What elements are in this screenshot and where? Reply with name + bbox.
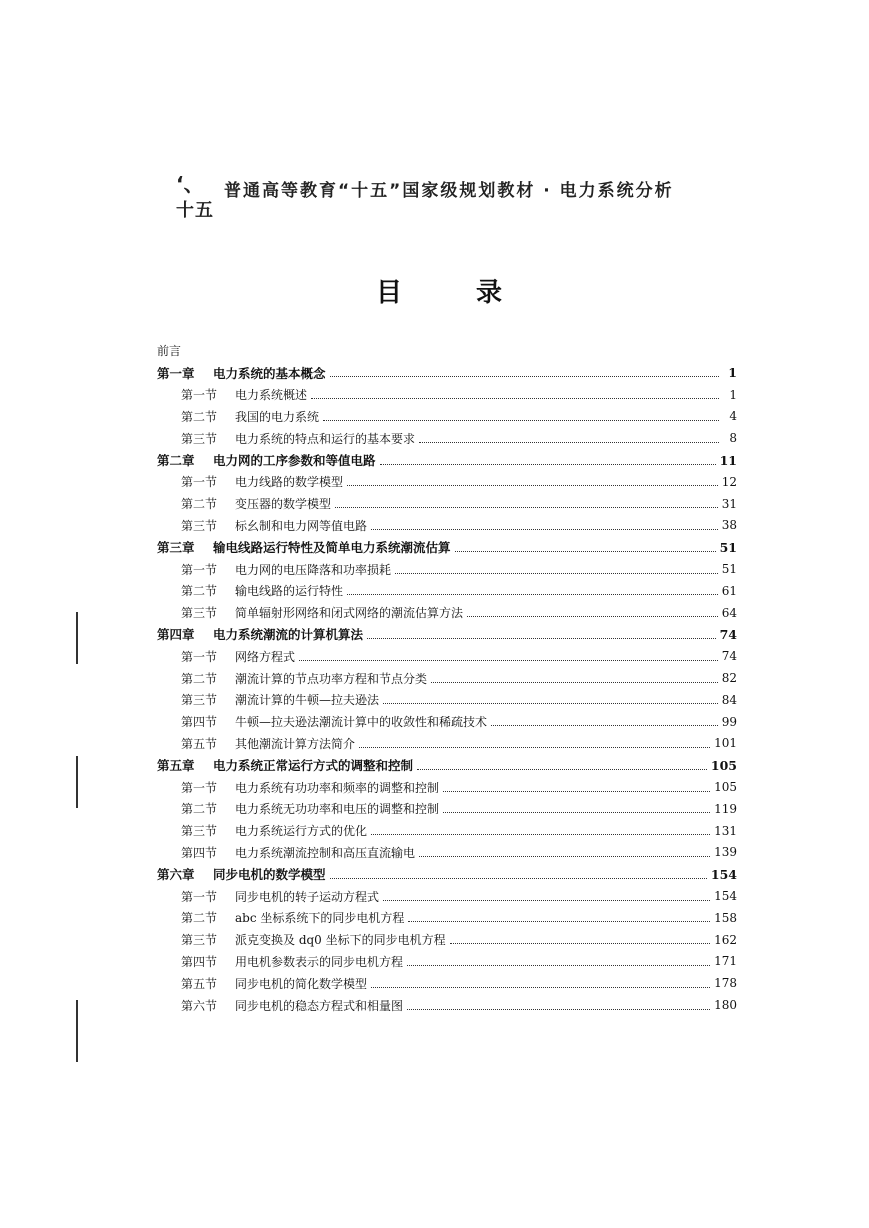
toc-entry-title: 电力网的电压降落和功率损耗 [235, 562, 392, 577]
dot-leader [347, 485, 718, 486]
toc-entry-number: 第五节 [181, 736, 218, 751]
dot-leader [395, 573, 718, 574]
margin-rule [76, 612, 78, 664]
dot-leader [383, 703, 718, 704]
toc-section-row [157, 493, 737, 515]
toc-chapter-row [157, 449, 737, 471]
toc-entry-page: 178 [714, 976, 737, 991]
toc-list [157, 362, 737, 1016]
toc-entry-title: 电力系统的特点和运行的基本要求 [235, 431, 416, 446]
dot-leader [443, 791, 710, 792]
toc-entry-number: 第三节 [181, 518, 218, 533]
toc-section-row [157, 842, 737, 864]
dot-leader [419, 442, 719, 443]
toc-entry-page: 162 [714, 932, 737, 947]
dot-leader [330, 376, 719, 377]
toc-entry-title: 同步电机的数学模型 [213, 867, 326, 883]
toc-entry-page: 31 [721, 496, 737, 511]
toc-entry-page: 64 [721, 605, 737, 620]
toc-section-row [157, 406, 737, 428]
toc-entry-title: 电力系统的基本概念 [213, 365, 326, 381]
toc-entry-page: 8 [729, 431, 737, 446]
toc-entry-title: 电力系统无功功率和电压的调整和控制 [235, 802, 440, 817]
toc-entry-number: 第四节 [181, 845, 218, 860]
toc-entry-title: 电力网的工序参数和等值电路 [213, 453, 376, 469]
dot-leader [335, 507, 718, 508]
toc-section-row [157, 427, 737, 449]
toc-chapter-row [157, 754, 737, 776]
toc-section-row [157, 885, 737, 907]
dot-leader [431, 682, 718, 683]
series-header [176, 168, 674, 228]
toc-section-row [157, 645, 737, 667]
toc-entry-title: 电力系统有功功率和频率的调整和控制 [235, 780, 440, 795]
toc-heading-char-1: 目 [376, 278, 403, 308]
toc-section-row [157, 733, 737, 755]
toc-chapter-row [157, 863, 737, 885]
toc-entry-page: 12 [721, 474, 737, 489]
toc-entry-number: 第三节 [181, 824, 218, 839]
toc-entry-page: 74 [721, 649, 737, 664]
toc-entry-number: 第二节 [181, 911, 218, 926]
toc-entry-page: 180 [714, 998, 737, 1012]
dot-leader [419, 856, 710, 857]
margin-rule [76, 1000, 78, 1062]
toc-entry-page: 105 [714, 780, 737, 795]
toc-entry-number: 第二节 [181, 802, 218, 817]
toc-entry-title: 潮流计算的牛顿—拉夫逊法 [235, 693, 380, 708]
toc-entry-number: 第一节 [181, 562, 218, 577]
toc-section-row [157, 471, 737, 493]
toc-entry-page: 11 [719, 452, 737, 468]
toc-entry-title: 同步电机的简化数学模型 [235, 976, 368, 991]
toc-entry-page: 131 [714, 823, 737, 838]
toc-entry-title: 派克变换及 dq0 坐标下的同步电机方程 [235, 933, 446, 948]
toc-entry-number: 第二节 [181, 497, 218, 512]
toc-entry-page: 82 [721, 671, 737, 686]
toc-section-row [157, 929, 737, 951]
toc-section-row [157, 602, 737, 624]
toc-entry-number: 第五章 [157, 758, 195, 774]
toc-section-row [157, 580, 737, 602]
toc-entry-number: 第一章 [157, 365, 195, 381]
toc-entry-page: 105 [710, 757, 737, 773]
toc-entry-page: 74 [719, 626, 737, 642]
dot-leader [380, 464, 716, 465]
toc-chapter-row [157, 624, 737, 646]
toc-entry-number: 第三节 [181, 431, 218, 446]
toc-section-row [157, 798, 737, 820]
dot-leader [347, 594, 718, 595]
toc-section-row [157, 667, 737, 689]
toc-entry-title: 同步电机的转子运动方程式 [235, 889, 380, 904]
toc-entry-number: 第四章 [157, 627, 195, 643]
toc-section-row [157, 689, 737, 711]
toc-entry-number: 第三节 [181, 606, 218, 621]
dot-leader [371, 834, 710, 835]
toc-entry-number: 第一节 [181, 475, 218, 490]
toc-entry-number: 第一节 [181, 889, 218, 904]
dot-leader [359, 747, 710, 748]
toc-entry-number: 第二节 [181, 671, 218, 686]
toc-entry-title: 其他潮流计算方法简介 [235, 736, 356, 751]
toc-entry-title: 网络方程式 [235, 649, 296, 664]
toc-section-row [157, 711, 737, 733]
toc-entry-number: 第一节 [181, 649, 218, 664]
toc-section-row [157, 384, 737, 406]
toc-entry-title: 电力系统概述 [235, 388, 308, 403]
toc-entry-page: 99 [721, 714, 737, 729]
toc-entry-number: 第三节 [181, 933, 218, 948]
toc-entry-page: 139 [714, 845, 737, 860]
toc-section-row [157, 951, 737, 973]
dot-leader [383, 900, 710, 901]
toc-section-row [157, 776, 737, 798]
toc-entry-title: 电力系统正常运行方式的调整和控制 [213, 758, 414, 774]
toc-entry-title: 输电线路运行特性及简单电力系统潮流估算 [213, 540, 451, 556]
toc-heading-char-2: 录 [476, 278, 503, 308]
toc-entry-title: 简单辐射形网络和闭式网络的潮流估算方法 [235, 606, 464, 621]
toc-section-row [157, 972, 737, 994]
dot-leader [371, 529, 718, 530]
dot-leader [491, 725, 718, 726]
series-header-line2: 十五 [176, 200, 214, 221]
toc-entry-page: 158 [714, 910, 737, 925]
toc-entry-title: 牛顿—拉夫逊法潮流计算中的收敛性和稀疏技术 [235, 715, 488, 730]
toc-entry-title: 电力线路的数学模型 [235, 475, 344, 490]
dot-leader [407, 1009, 710, 1010]
toc-entry-title: abc 坐标系统下的同步电机方程 [235, 911, 405, 926]
dot-leader [367, 638, 716, 639]
dot-leader [330, 878, 707, 879]
toc-chapter-row [157, 362, 737, 384]
toc-entry-number: 第四节 [181, 715, 218, 730]
toc-entry-title: 变压器的数学模型 [235, 497, 332, 512]
toc-chapter-row [157, 536, 737, 558]
toc-entry-number: 第五节 [181, 976, 218, 991]
toc-section-row [157, 820, 737, 842]
dot-leader [443, 812, 710, 813]
toc-entry-number: 第六章 [157, 867, 195, 883]
toc-entry-title: 输电线路的运行特性 [235, 584, 344, 599]
toc-entry-page: 38 [721, 518, 737, 533]
dot-leader [371, 987, 710, 988]
toc-entry-page: 1 [728, 365, 737, 381]
toc-entry-page: 171 [714, 954, 737, 969]
toc-entry-title: 电力系统运行方式的优化 [235, 824, 368, 839]
toc-entry-page: 4 [729, 409, 737, 424]
toc-entry-page: 61 [721, 583, 737, 598]
toc-entry-number: 第二节 [181, 409, 218, 424]
toc-entry-number: 第六节 [181, 998, 218, 1013]
dot-leader [455, 551, 716, 552]
dot-leader [408, 921, 710, 922]
toc-entry-number: 第二节 [181, 584, 218, 599]
dot-leader [467, 616, 718, 617]
toc-entry-page: 51 [721, 562, 737, 577]
toc-entry-number: 第一节 [181, 388, 218, 403]
toc-entry-number: 第三节 [181, 693, 218, 708]
toc-entry-page: 101 [714, 736, 737, 751]
foreword-entry: 前言 [157, 344, 182, 358]
toc-entry-title: 同步电机的稳态方程式和相量图 [235, 998, 404, 1013]
dot-leader [299, 660, 718, 661]
toc-entry-page: 154 [710, 866, 737, 882]
dot-leader [323, 420, 719, 421]
toc-entry-title: 潮流计算的节点功率方程和节点分类 [235, 671, 428, 686]
toc-entry-title: 标幺制和电力网等值电路 [235, 518, 368, 533]
series-header-line1: 普通高等教育“十五”国家级规划教材 · 电力系统分析 [224, 181, 674, 201]
toc-entry-number: 第四节 [181, 954, 218, 969]
toc-entry-number: 第一节 [181, 780, 218, 795]
toc-section-row [157, 994, 737, 1016]
toc-section-row [157, 515, 737, 537]
dot-leader [450, 943, 710, 944]
toc-entry-page: 84 [721, 692, 737, 707]
margin-rule [76, 756, 78, 808]
toc-section-row [157, 558, 737, 580]
toc-entry-number: 第三章 [157, 540, 195, 556]
dot-leader [417, 769, 707, 770]
toc-entry-page: 1 [729, 387, 737, 402]
toc-entry-title: 电力系统潮流控制和高压直流输电 [235, 845, 416, 860]
dot-leader [311, 398, 719, 399]
toc-section-row [157, 907, 737, 929]
toc-heading [0, 272, 869, 308]
toc-entry-page: 154 [714, 889, 737, 904]
handwritten-mark: ‘、 [176, 172, 204, 196]
toc-entry-number: 第二章 [157, 453, 195, 469]
toc-entry-page: 51 [719, 539, 737, 555]
toc-entry-title: 电力系统潮流的计算机算法 [213, 627, 364, 643]
toc-entry-page: 119 [714, 801, 737, 816]
toc-entry-title: 我国的电力系统 [235, 409, 320, 424]
dot-leader [407, 965, 710, 966]
toc-entry-title: 用电机参数表示的同步电机方程 [235, 954, 404, 969]
